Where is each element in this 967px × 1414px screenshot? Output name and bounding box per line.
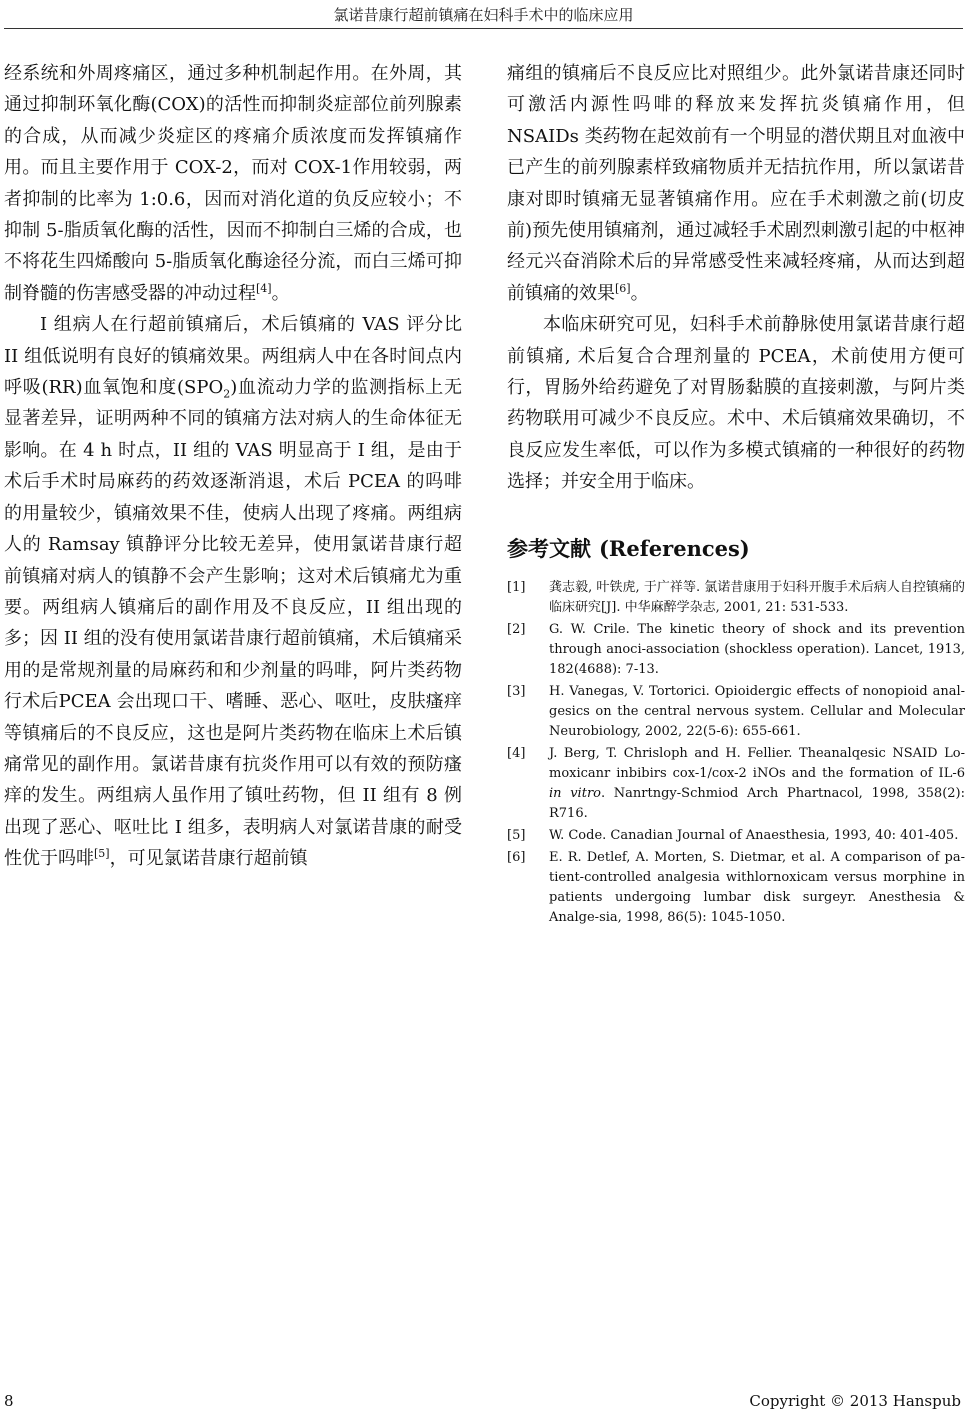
- citation-4: [4]: [256, 281, 272, 295]
- copyright-notice: Copyright © 2013 Hanspub: [749, 1392, 961, 1410]
- left-paragraph-2-text-a: I 组病人在行超前镇痛后，术后镇痛的 VAS 评分比 II 组低说明有良好的镇痛效果。两组病人中在各时间点内呼吸(RR)血氧饱和度(SPO: [4, 314, 462, 399]
- reference-number: [2]: [507, 621, 526, 637]
- reference-text: G. W. Crile. The kinetic theory of shock and its prevention through anoci-association (shockless operation). Lancet, 1913, 182(4688): 7-13.: [549, 621, 965, 677]
- reference-text: [549, 744, 965, 824]
- reference-number: [5]: [507, 827, 526, 843]
- left-paragraph-2: [4, 309, 462, 874]
- header-rule: [4, 28, 963, 29]
- references-heading-en: (References): [599, 535, 750, 561]
- right-paragraph-1-text: 痛组的镇痛后不良反应比对照组少。此外氯诺昔康还同时可激活内源性吗啡的释放来发挥抗炎镇痛作用，但 NSAIDs 类药物在起效前有一个明显的潜伏期且对血液中已产生的前列腺素样致痛物质并无拮抗作用，所以氯诺昔康对即时镇痛无显著镇痛作用。应在手术刺激之前(切皮前)预先使用镇痛剂，通过减轻手术剧烈刺激引起的中枢神经元兴奋消除术后的异常感受性来减轻疼痛，从而达到超前镇痛的效果: [507, 63, 965, 304]
- reference-text-b: . Nanrtngy-Schmiod Arch Phartnacol, 1998, 358(2): R716.: [549, 785, 965, 821]
- reference-text: H. Vanegas, V. Tortorici. Opioidergic effects of nonopioid anal-gesics on the central nervous system. Cellular and Molecular Neurobiology, 2002, 22(5-6): 655-661.: [549, 683, 965, 739]
- reference-item-4: [507, 744, 965, 824]
- left-paragraph-1-end: 。: [271, 282, 290, 304]
- left-paragraph-2-text-c: ，可见氯诺昔康行超前镇: [109, 848, 308, 870]
- reference-item-6: [507, 848, 965, 928]
- reference-item-2: [507, 620, 965, 680]
- reference-item-3: [507, 682, 965, 742]
- left-paragraph-1-text: 经系统和外周疼痛区，通过多种机制起作用。在外周，其通过抑制环氧化酶(COX)的活性而抑制炎症部位前列腺素的合成，从而减少炎症区的疼痛介质浓度而发挥镇痛作用。而且主要作用于 COX-2，而对 COX-1作用较弱，两者抑制的比率为 1:0.6，因而对消化道的负反应较小；不抑制 5-脂质氧化酶的活性，因而不抑制白三烯的合成，也不将花生四烯酸向 5-脂质氧化酶途径分流，而白三烯可抑制脊髓的伤害感受器的冲动过程: [4, 63, 462, 304]
- left-paragraph-2-text-b: )血流动力学的监测指标上无显著差异，证明两种不同的镇痛方法对病人的生命体征无影响。在 4 h 时点，II 组的 VAS 明显高于 I 组，是由于术后手术时局麻药的药效逐渐消退，术后 PCEA 的吗啡的用量较少，镇痛效果不佳，使病人出现了疼痛。两组病人的 Ramsay 镇静评分比较无差异，使用氯诺昔康行超前镇痛对病人的镇静不会产生影响；这对术后镇痛尤为重要。两组病人镇痛后的副作用及不良反应，II 组出现的多；因 II 组的没有使用氯诺昔康行超前镇痛，术后镇痛采用的是常规剂量的局麻药和和少剂量的吗啡，阿片类药物行术后PCEA 会出现口干、嗜睡、恶心、呕吐，皮肤瘙痒等镇痛后的不良反应，这也是阿片类药物在临床上术后镇痛常见的副作用。氯诺昔康有抗炎作用可以有效的预防瘙痒的发生。两组病人虽作用了镇吐药物，但 II 组有 8 例出现了恶心、呕吐比 I 组多，表明病人对氯诺昔康的耐受性优于吗啡: [4, 377, 462, 870]
- reference-text: W. Code. Canadian Journal of Anaesthesia, 1993, 40: 401-405.: [549, 827, 959, 843]
- reference-item-1: [507, 578, 965, 618]
- references-heading: [507, 534, 965, 564]
- reference-list: [507, 578, 965, 928]
- reference-text: 龚志毅, 叶铁虎, 于广祥等. 氯诺昔康用于妇科开腹手术后病人自控镇痛的临床研究[J]. 中华麻醉学杂志, 2001, 21: 531-533.: [549, 579, 965, 615]
- page-number: 8: [4, 1392, 14, 1410]
- reference-number: [6]: [507, 849, 526, 865]
- reference-item-5: [507, 826, 965, 846]
- left-paragraph-1: [4, 58, 462, 309]
- right-paragraph-1-end: 。: [630, 282, 649, 304]
- right-paragraph-1: [507, 58, 965, 309]
- citation-6: [6]: [615, 281, 631, 295]
- citation-5: [5]: [94, 847, 110, 861]
- spo2-subscript: 2: [223, 387, 231, 401]
- running-header: 氯诺昔康行超前镇痛在妇科手术中的临床应用: [333, 6, 634, 24]
- reference-text-italic: in vitro: [549, 785, 601, 801]
- right-column: [507, 58, 965, 930]
- reference-number: [1]: [507, 579, 526, 595]
- reference-text: E. R. Detlef, A. Morten, S. Dietmar, et al. A comparison of pa-tient-controlled analgesia withlornoxicam versus morphine in patients undergoing lumbar disk surgeyr. Anesthesia & Analge-sia, 1998, 86(5): 1045-1050.: [549, 849, 965, 925]
- right-paragraph-2: 本临床研究可见，妇科手术前静脉使用氯诺昔康行超前镇痛, 术后复合合理剂量的 PCEA，术前使用方便可行，胃肠外给药避免了对胃肠黏膜的直接刺激，与阿片类药物联用可减少不良反应。术中、术后镇痛效果确切，不良反应发生率低，可以作为多模式镇痛的一种很好的药物选择；并安全用于临床。: [507, 314, 965, 493]
- reference-number: [3]: [507, 683, 526, 699]
- references-heading-cn: 参考文献: [507, 536, 591, 561]
- left-column: [4, 58, 462, 875]
- reference-text-a: J. Berg, T. Chrisloph and H. Fellier. Theanalqesic NSAID Lo-moxicanr inbibirs cox-1/cox-2 iNOs and the formation of IL-6: [549, 745, 965, 781]
- reference-number: [4]: [507, 745, 526, 761]
